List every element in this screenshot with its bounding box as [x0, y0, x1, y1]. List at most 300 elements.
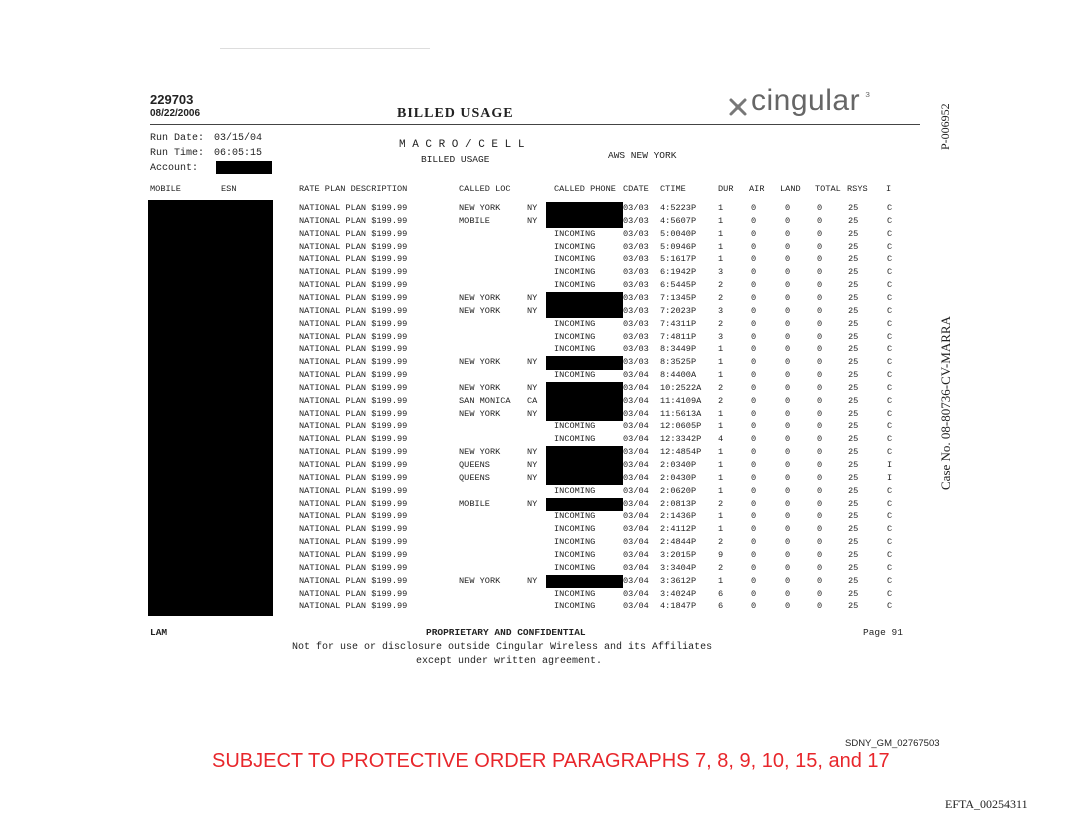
cell-cdate: 03/03 — [623, 241, 649, 252]
cell-air: 0 — [751, 280, 757, 291]
cell-called-loc: NEW YORK — [459, 447, 501, 458]
cell-total: 0 — [817, 254, 823, 265]
col-rate-plan: RATE PLAN DESCRIPTION — [299, 184, 408, 194]
cell-total: 0 — [817, 472, 823, 483]
table-row — [0, 460, 1066, 471]
cell-rsys: 25 — [848, 305, 859, 316]
cell-called-phone: INCOMING — [554, 267, 596, 278]
cell-rsys: 25 — [848, 588, 859, 599]
region-label: AWS NEW YORK — [608, 150, 677, 161]
cell-i: C — [887, 421, 893, 432]
cell-ctime: 3:4024P — [660, 588, 697, 599]
footer-disclaimer-line2: except under written agreement. — [416, 656, 603, 667]
cell-dur: 6 — [718, 588, 724, 599]
cell-total: 0 — [817, 357, 823, 368]
cell-called-phone: INCOMING — [554, 524, 596, 535]
cell-dur: 3 — [718, 331, 724, 342]
cell-i: C — [887, 241, 893, 252]
cell-dur: 2 — [718, 280, 724, 291]
cell-i: C — [887, 575, 893, 586]
cell-i: C — [887, 408, 893, 419]
table-row — [0, 486, 1066, 497]
cell-cdate: 03/04 — [623, 537, 649, 548]
cell-i: C — [887, 305, 893, 316]
cell-cdate: 03/04 — [623, 460, 649, 470]
cell-called-loc: NEW YORK — [459, 408, 501, 419]
col-land: LAND — [780, 184, 801, 194]
cell-total: 0 — [817, 280, 823, 291]
cell-land: 0 — [785, 498, 791, 509]
cell-total: 0 — [817, 434, 823, 445]
cell-called-phone: INCOMING — [554, 511, 596, 522]
called-phone-redaction — [546, 382, 623, 395]
cell-called-loc: QUEENS — [459, 472, 490, 483]
cell-i: C — [887, 588, 893, 599]
cell-land: 0 — [785, 228, 791, 239]
cell-rate-plan: NATIONAL PLAN $199.99 — [299, 447, 408, 458]
cell-dur: 3 — [718, 305, 724, 316]
document-code: 229703 — [150, 92, 194, 107]
cell-called-phone: INCOMING — [554, 254, 596, 265]
cell-ctime: 4:5223P — [660, 203, 697, 213]
cell-land: 0 — [785, 524, 791, 535]
cell-air: 0 — [751, 408, 757, 419]
cell-rate-plan: NATIONAL PLAN $199.99 — [299, 549, 408, 560]
cell-rate-plan: NATIONAL PLAN $199.99 — [299, 537, 408, 548]
cell-dur: 1 — [718, 460, 724, 470]
cell-cdate: 03/04 — [623, 421, 649, 432]
cell-dur: 4 — [718, 434, 724, 445]
called-phone-redaction — [546, 446, 623, 459]
cell-rate-plan: NATIONAL PLAN $199.99 — [299, 241, 408, 252]
cingular-jack-icon — [727, 96, 749, 118]
usage-table-body — [0, 203, 1066, 613]
cell-called-phone: INCOMING — [554, 344, 596, 355]
run-date-label: Run Date: — [150, 133, 205, 144]
cell-ctime: 11:4109A — [660, 395, 702, 406]
cell-total: 0 — [817, 447, 823, 458]
bates-number-vertical: P-006952 — [938, 103, 952, 150]
cell-total: 0 — [817, 562, 823, 573]
cell-i: C — [887, 280, 893, 291]
cell-land: 0 — [785, 280, 791, 291]
table-row — [0, 254, 1066, 265]
cell-i: C — [887, 267, 893, 278]
cell-dur: 1 — [718, 421, 724, 432]
cell-total: 0 — [817, 241, 823, 252]
col-air: AIR — [749, 184, 765, 194]
cell-i: C — [887, 434, 893, 445]
cell-i: C — [887, 549, 893, 560]
cell-ctime: 3:3612P — [660, 575, 697, 586]
cell-ctime: 2:0340P — [660, 460, 697, 470]
cell-dur: 1 — [718, 472, 724, 483]
cell-ctime: 2:0620P — [660, 485, 697, 496]
cell-rsys: 25 — [848, 472, 859, 483]
cell-state: NY — [527, 305, 538, 316]
cell-i: C — [887, 562, 893, 573]
col-mobile: MOBILE — [150, 184, 181, 194]
cell-land: 0 — [785, 344, 791, 355]
col-ctime: CTIME — [660, 184, 686, 194]
cell-i: C — [887, 447, 893, 458]
cell-total: 0 — [817, 395, 823, 406]
cell-land: 0 — [785, 562, 791, 573]
cell-rate-plan: NATIONAL PLAN $199.99 — [299, 575, 408, 586]
cell-rsys: 25 — [848, 601, 859, 612]
cell-rate-plan: NATIONAL PLAN $199.99 — [299, 395, 408, 406]
cell-state: NY — [527, 382, 538, 393]
cell-total: 0 — [817, 549, 823, 560]
cell-called-phone: INCOMING — [554, 485, 596, 496]
cell-rate-plan: NATIONAL PLAN $199.99 — [299, 318, 408, 329]
cell-dur: 6 — [718, 601, 724, 612]
cell-cdate: 03/03 — [623, 344, 649, 355]
cell-i: C — [887, 292, 893, 303]
cell-land: 0 — [785, 395, 791, 406]
cell-dur: 1 — [718, 408, 724, 419]
cell-rate-plan: NATIONAL PLAN $199.99 — [299, 408, 408, 419]
cell-i: C — [887, 485, 893, 496]
cell-state: NY — [527, 472, 538, 483]
cell-air: 0 — [751, 292, 757, 303]
cell-called-loc: SAN MONICA — [459, 395, 511, 406]
cell-i: C — [887, 254, 893, 265]
table-row — [0, 421, 1066, 432]
col-i: I — [886, 184, 892, 194]
called-phone-redaction — [546, 459, 623, 472]
cell-rsys: 25 — [848, 215, 859, 226]
cell-rate-plan: NATIONAL PLAN $199.99 — [299, 511, 408, 522]
cell-total: 0 — [817, 524, 823, 535]
cell-rate-plan: NATIONAL PLAN $199.99 — [299, 382, 408, 393]
table-row — [0, 383, 1066, 394]
cell-ctime: 12:0605P — [660, 421, 702, 432]
called-phone-redaction — [546, 215, 623, 228]
table-row — [0, 563, 1066, 574]
cell-rate-plan: NATIONAL PLAN $199.99 — [299, 215, 408, 226]
cell-ctime: 7:1345P — [660, 292, 697, 303]
cell-called-loc: NEW YORK — [459, 575, 501, 586]
cell-total: 0 — [817, 318, 823, 329]
table-row — [0, 537, 1066, 548]
cell-state: NY — [527, 498, 538, 509]
cell-rsys: 25 — [848, 267, 859, 278]
cell-land: 0 — [785, 447, 791, 458]
protective-order-notice: SUBJECT TO PROTECTIVE ORDER PARAGRAPHS 7, 8, 9, 10, 15, and 17 — [212, 750, 890, 772]
cell-land: 0 — [785, 549, 791, 560]
cell-rsys: 25 — [848, 485, 859, 496]
table-row — [0, 499, 1066, 510]
cell-rsys: 25 — [848, 460, 859, 470]
cell-rate-plan: NATIONAL PLAN $199.99 — [299, 434, 408, 445]
cell-i: C — [887, 357, 893, 368]
cell-i: C — [887, 524, 893, 535]
cell-land: 0 — [785, 357, 791, 368]
cell-land: 0 — [785, 267, 791, 278]
cell-state: NY — [527, 575, 538, 586]
called-phone-redaction — [546, 575, 623, 588]
cell-air: 0 — [751, 370, 757, 381]
col-dur: DUR — [718, 184, 734, 194]
cell-i: C — [887, 537, 893, 548]
cell-state: NY — [527, 203, 538, 213]
table-row — [0, 203, 1066, 214]
cell-cdate: 03/03 — [623, 357, 649, 368]
cell-dur: 1 — [718, 447, 724, 458]
cell-total: 0 — [817, 575, 823, 586]
table-row — [0, 344, 1066, 355]
cell-total: 0 — [817, 485, 823, 496]
cell-rsys: 25 — [848, 318, 859, 329]
cell-air: 0 — [751, 267, 757, 278]
cell-air: 0 — [751, 485, 757, 496]
cell-rsys: 25 — [848, 228, 859, 239]
cell-dur: 1 — [718, 228, 724, 239]
called-phone-redaction — [546, 202, 623, 215]
cell-air: 0 — [751, 254, 757, 265]
table-row — [0, 576, 1066, 587]
cell-rate-plan: NATIONAL PLAN $199.99 — [299, 280, 408, 291]
cell-cdate: 03/03 — [623, 203, 649, 213]
cell-rsys: 25 — [848, 370, 859, 381]
cell-called-loc: NEW YORK — [459, 292, 501, 303]
cell-dur: 1 — [718, 357, 724, 368]
table-row — [0, 267, 1066, 278]
cell-air: 0 — [751, 498, 757, 509]
cell-state: NY — [527, 292, 538, 303]
cell-rate-plan: NATIONAL PLAN $199.99 — [299, 460, 408, 470]
cell-air: 0 — [751, 203, 757, 213]
cell-called-phone: INCOMING — [554, 241, 596, 252]
called-phone-redaction — [546, 395, 623, 408]
run-time-row — [150, 148, 262, 159]
cell-ctime: 2:4112P — [660, 524, 697, 535]
cell-cdate: 03/04 — [623, 601, 649, 612]
cell-land: 0 — [785, 588, 791, 599]
table-row — [0, 332, 1066, 343]
col-called-loc: CALLED LOC — [459, 184, 511, 194]
account-redaction — [216, 161, 272, 174]
cell-cdate: 03/04 — [623, 511, 649, 522]
header-divider — [150, 124, 920, 125]
cell-rsys: 25 — [848, 254, 859, 265]
cell-total: 0 — [817, 267, 823, 278]
table-row — [0, 396, 1066, 407]
cell-total: 0 — [817, 331, 823, 342]
cell-called-loc: NEW YORK — [459, 305, 501, 316]
cell-ctime: 6:1942P — [660, 267, 697, 278]
cell-rsys: 25 — [848, 511, 859, 522]
cell-land: 0 — [785, 318, 791, 329]
cell-state: CA — [527, 395, 538, 406]
table-row — [0, 447, 1066, 458]
cell-called-phone: INCOMING — [554, 421, 596, 432]
cell-rsys: 25 — [848, 241, 859, 252]
cell-land: 0 — [785, 215, 791, 226]
cell-i: C — [887, 215, 893, 226]
cell-i: C — [887, 395, 893, 406]
cell-cdate: 03/04 — [623, 549, 649, 560]
col-total: TOTAL — [815, 184, 841, 194]
cell-called-loc: NEW YORK — [459, 382, 501, 393]
cell-dur: 2 — [718, 562, 724, 573]
col-cdate: CDATE — [623, 184, 649, 194]
scan-artifact — [220, 48, 430, 49]
cell-total: 0 — [817, 370, 823, 381]
cell-rsys: 25 — [848, 357, 859, 368]
cell-called-phone: INCOMING — [554, 601, 596, 612]
footer-confidential: PROPRIETARY AND CONFIDENTIAL — [426, 627, 586, 638]
cell-i: C — [887, 344, 893, 355]
cell-total: 0 — [817, 228, 823, 239]
table-row — [0, 216, 1066, 227]
cell-cdate: 03/03 — [623, 280, 649, 291]
cell-rate-plan: NATIONAL PLAN $199.99 — [299, 601, 408, 612]
cell-air: 0 — [751, 460, 757, 470]
cell-called-loc: MOBILE — [459, 215, 490, 226]
cell-called-phone: INCOMING — [554, 318, 596, 329]
cell-rate-plan: NATIONAL PLAN $199.99 — [299, 524, 408, 535]
cell-land: 0 — [785, 601, 791, 612]
cell-air: 0 — [751, 472, 757, 483]
cell-dur: 1 — [718, 344, 724, 355]
cell-rate-plan: NATIONAL PLAN $199.99 — [299, 267, 408, 278]
cell-cdate: 03/03 — [623, 267, 649, 278]
cell-land: 0 — [785, 408, 791, 419]
cell-air: 0 — [751, 537, 757, 548]
cell-called-phone: INCOMING — [554, 370, 596, 381]
cell-dur: 2 — [718, 537, 724, 548]
cell-rate-plan: NATIONAL PLAN $199.99 — [299, 498, 408, 509]
called-phone-redaction — [546, 292, 623, 305]
cell-air: 0 — [751, 601, 757, 612]
cell-air: 0 — [751, 575, 757, 586]
cell-i: I — [887, 460, 893, 470]
cell-rsys: 25 — [848, 575, 859, 586]
cell-ctime: 7:4811P — [660, 331, 697, 342]
table-row — [0, 473, 1066, 484]
cell-called-loc: MOBILE — [459, 498, 490, 509]
cell-rsys: 25 — [848, 395, 859, 406]
table-row — [0, 601, 1066, 612]
cell-rsys: 25 — [848, 408, 859, 419]
cell-dur: 2 — [718, 498, 724, 509]
cell-total: 0 — [817, 292, 823, 303]
cell-land: 0 — [785, 460, 791, 470]
cell-called-phone: INCOMING — [554, 280, 596, 291]
cell-rate-plan: NATIONAL PLAN $199.99 — [299, 485, 408, 496]
table-row — [0, 280, 1066, 291]
cell-state: NY — [527, 408, 538, 419]
cell-ctime: 2:0813P — [660, 498, 697, 509]
cell-cdate: 03/03 — [623, 305, 649, 316]
account-label: Account: — [150, 163, 199, 174]
cell-cdate: 03/04 — [623, 575, 649, 586]
cell-land: 0 — [785, 485, 791, 496]
print-date: 08/22/2006 — [150, 108, 201, 119]
cell-i: I — [887, 472, 893, 483]
cell-land: 0 — [785, 382, 791, 393]
cell-air: 0 — [751, 549, 757, 560]
cell-air: 0 — [751, 434, 757, 445]
cell-rsys: 25 — [848, 382, 859, 393]
cell-rate-plan: NATIONAL PLAN $199.99 — [299, 421, 408, 432]
footer-page-number: Page 91 — [863, 627, 903, 638]
cell-rsys: 25 — [848, 434, 859, 445]
cell-ctime: 5:0946P — [660, 241, 697, 252]
cell-land: 0 — [785, 331, 791, 342]
cell-i: C — [887, 318, 893, 329]
cell-ctime: 3:3404P — [660, 562, 697, 573]
called-phone-redaction — [546, 305, 623, 318]
cell-ctime: 8:4400A — [660, 370, 697, 381]
cell-air: 0 — [751, 305, 757, 316]
cell-air: 0 — [751, 241, 757, 252]
cell-total: 0 — [817, 511, 823, 522]
cell-dur: 2 — [718, 318, 724, 329]
cell-air: 0 — [751, 382, 757, 393]
cell-ctime: 3:2015P — [660, 549, 697, 560]
cell-air: 0 — [751, 331, 757, 342]
cell-total: 0 — [817, 382, 823, 393]
cell-cdate: 03/04 — [623, 485, 649, 496]
cell-land: 0 — [785, 537, 791, 548]
cell-ctime: 11:5613A — [660, 408, 702, 419]
cell-land: 0 — [785, 203, 791, 213]
cell-dur: 2 — [718, 382, 724, 393]
cell-cdate: 03/04 — [623, 562, 649, 573]
table-row — [0, 306, 1066, 317]
cell-land: 0 — [785, 434, 791, 445]
cell-state: NY — [527, 357, 538, 368]
cell-dur: 1 — [718, 203, 724, 213]
cell-total: 0 — [817, 305, 823, 316]
col-called-phone: CALLED PHONE — [554, 184, 616, 194]
table-row — [0, 550, 1066, 561]
cell-cdate: 03/04 — [623, 472, 649, 483]
cell-air: 0 — [751, 357, 757, 368]
called-phone-redaction — [546, 498, 623, 511]
cell-land: 0 — [785, 472, 791, 483]
cell-land: 0 — [785, 292, 791, 303]
cell-air: 0 — [751, 318, 757, 329]
cell-dur: 1 — [718, 254, 724, 265]
cell-ctime: 8:3525P — [660, 357, 697, 368]
table-header — [0, 184, 1066, 196]
cell-air: 0 — [751, 447, 757, 458]
cell-total: 0 — [817, 537, 823, 548]
cell-land: 0 — [785, 241, 791, 252]
cell-land: 0 — [785, 421, 791, 432]
cell-cdate: 03/03 — [623, 318, 649, 329]
cell-ctime: 8:3449P — [660, 344, 697, 355]
cell-i: C — [887, 601, 893, 612]
cell-ctime: 4:5607P — [660, 215, 697, 226]
cell-ctime: 4:1847P — [660, 601, 697, 612]
cell-air: 0 — [751, 562, 757, 573]
cell-dur: 9 — [718, 549, 724, 560]
cell-total: 0 — [817, 215, 823, 226]
cell-ctime: 6:5445P — [660, 280, 697, 291]
run-date-row — [150, 133, 262, 144]
cell-rate-plan: NATIONAL PLAN $199.99 — [299, 472, 408, 483]
page-title: BILLED USAGE — [397, 106, 514, 121]
cell-land: 0 — [785, 305, 791, 316]
cell-total: 0 — [817, 588, 823, 599]
cell-dur: 1 — [718, 241, 724, 252]
cell-rate-plan: NATIONAL PLAN $199.99 — [299, 370, 408, 381]
